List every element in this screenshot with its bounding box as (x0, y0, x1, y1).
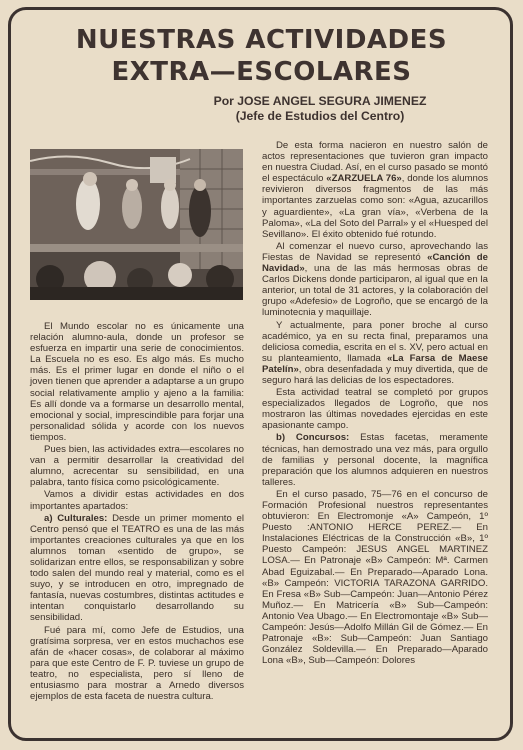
show-title: «La Farsa de Maese Patelín» (262, 352, 488, 375)
paragraph: Pues bien, las actividades extra—escolares no van a permitir desarrollar la creatividad del alumno, acrecentar su sensibilidad, en una palabra, tanto física como psicológicamente. (30, 444, 244, 489)
paragraph (262, 140, 488, 240)
paragraph (262, 241, 488, 319)
author-role: (Jefe de Estudios del Centro) (235, 109, 405, 123)
paragraph: En el curso pasado, 75—76 en el concurso de Formación Profesional nuestros representantes obtuvieron: En Electromonje «A» Campeón, 1º Puesto :ANTONIO HERCE PEREZ.— En Instalaciones Eléctricas de la Construcción «B», 1º Puesto Campeón: JESUS ANGEL MARTINEZ LOSA.— En Patronaje «B» Campeón: Mª. Carmen Abad Eguizabal.— En Preparado—Aparado Lona. «B» Campeón: VICTORIA TARAZONA GARRIDO. En Fresa «B» Sub—Campeón: Juan—Antonio Pérez Muñoz.— En Matricería «B» Sub—Campeón: Antonio Vea Ubago.— En Electromontaje «B» Sub—Campeón: Jesús—Adolfo Millán Gil de Gómez.— En Patronaje «B»: Sub—Campeón: Juan Santiago González Soldevilla.— En Preparado—Aparado Lona «B», Sub—Campeón: Dolores (262, 488, 488, 667)
left-column (30, 321, 244, 703)
paragraph-text: , obra desenfadada y muy divertida, que de seguro hará las delicias de los espectadores. (262, 363, 488, 386)
show-title: «ZARZUELA 76» (326, 173, 402, 185)
paragraph (262, 432, 488, 487)
article-title-line1: NUESTRAS ACTIVIDADES (75, 25, 448, 55)
section-label: b) Concursos: (276, 432, 350, 444)
paragraph: Fué para mí, como Jefe de Estudios, una gratísima sorpresa, ver en estos muchachos ese afán de «hacer cosas», de colaborar al máximo para que este Centro de F. P. tuviese un grupo de teatro, no especialista, pero sí lleno de entusiasmo para mostrar a Arnedo diversos ejemplos de esta faceta de nuestra cultura. (30, 624, 244, 703)
paragraph-text: , una de las más hermosas obras de Carlos Dickens donde participaron, al igual que en la anterior, un total de 31 actores, y la colaboración del grupo «Adefesio» de Logroño, que se encargó de la luminotecnia y maquillaje. (262, 263, 488, 319)
paragraph: Vamos a dividir estas actividades en dos importantes apartados: (30, 489, 244, 512)
paragraph-text: Y actualmente, para poner broche al curso académico, ya en su recta final, preparamos una deliciosa comedia, escrita en el s. XV, pero actual en su planteamiento, llamada (262, 319, 488, 364)
paragraph: Esta actividad teatral se completó por grupos especializados llegados de Logroño, que nos mostraron las últimas novedades ejercidas en este apasionante campo. (262, 387, 488, 432)
paragraph (262, 320, 488, 387)
paragraph-text: Desde un primer momento el Centro pensó que el TEATRO es una de las más importantes creaciones culturales ya que en los alumnos toman «sentido de grupo», se solidarizan entre ellos, se responsabilizan y sobre todo salen del mundo real y material, como es el suyo, y se introducen en otro, impregnado de fantasía, nuevas costumbres, distintas actitudes e intentan conquistarlo desarrollando su sensibilidad. (30, 512, 244, 624)
paragraph-text: Al comenzar el nuevo curso, aprovechando las Fiestas de Navidad se representó (262, 240, 488, 263)
paragraph-text: , donde los alumnos revivieron diversos fragmentos de las más importantes zarzuelas como son: «Agua, azucarillos y aguardiente», «La gran vía», «Verbena de la Paloma», «La del Soto del Parral» y el «Huesped del Sevillano». El éxito obtenido fué rotundo. (262, 173, 488, 240)
paragraph-text: De esta forma nacieron en nuestro salón de actos representaciones que tuvieron gran impacto en nuestra Ciudad. Así, en el curso pasado se montó el espectáculo (262, 140, 488, 185)
theatre-photo (30, 149, 243, 300)
article-title-line2: EXTRA—ESCOLARES (111, 57, 412, 87)
section-label: a) Culturales: (44, 512, 108, 524)
right-column (262, 140, 488, 667)
paragraph: El Mundo escolar no es únicamente una relación alumno-aula, donde un profesor se esfuerza en impartir una serie de conocimientos. La Escuela no es eso. Es algo más. Es mucho más. Es el primer lugar en donde el niño o el joven tienen que aprender a adaptarse a un grupo social relativamente amplio y ajeno a la familia: Es allí donde va a formarse un desarrollo mental, emocional y social, imprescindible para forjar una personalidad sólida y acorde con los nuevos tiempos. (30, 321, 244, 443)
author-byline: Por JOSE ANGEL SEGURA JIMENEZ (213, 94, 427, 108)
paragraph-text: Estas facetas, meramente técnicas, han demostrado una vez más, para orgullo de familias y personal docente, la magnífica preparación que los alumnos adquieren en nuestros talleres. (262, 432, 489, 488)
show-title: «Canción de Navidad» (262, 251, 489, 275)
paragraph (30, 513, 244, 624)
